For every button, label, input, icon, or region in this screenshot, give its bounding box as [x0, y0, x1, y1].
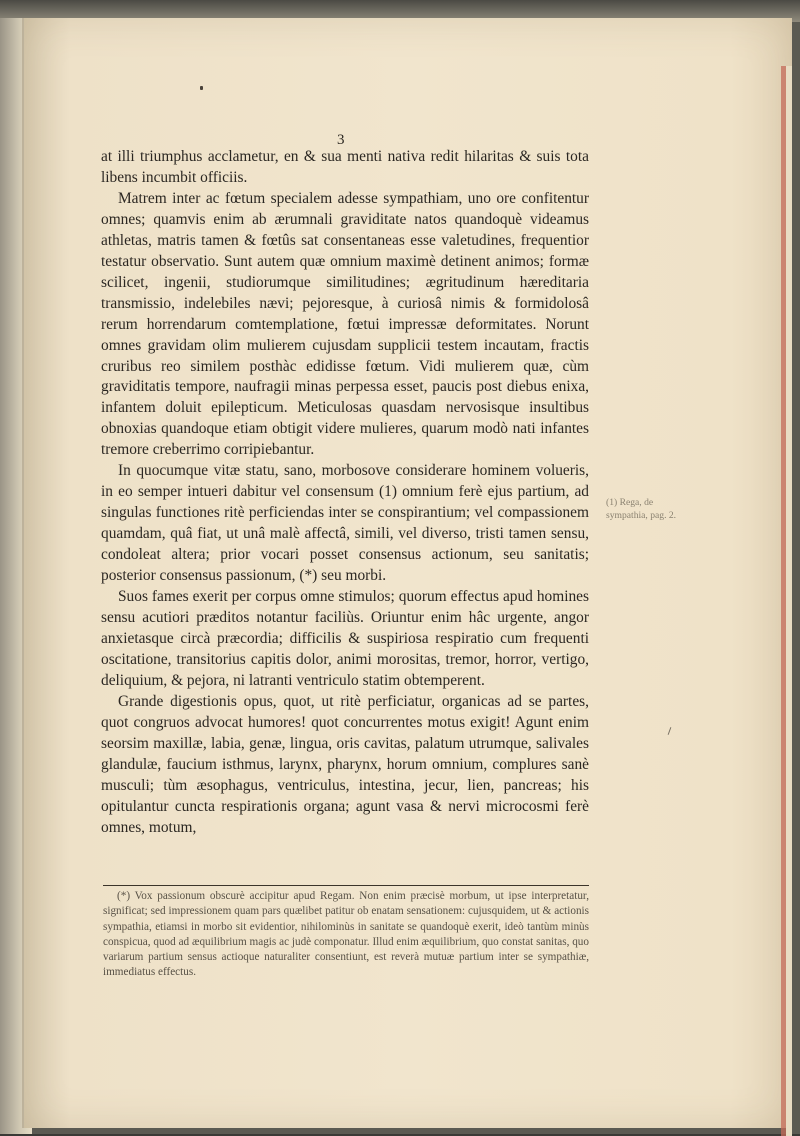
paragraph: at illi triumphus acclametur, en & sua menti nativa redit hilaritas & suis tota libens incumbit officiis. — [101, 148, 589, 186]
page-red-edge — [781, 66, 786, 1136]
paragraph: Suos fames exerit per corpus omne stimulos; quorum effectus apud homines sensu acutiori præditos notantur faciliùs. Oriuntur enim hâc urgente, angor anxietasque circà præcordia; difficilis & suspiriosa respiratio cum frequenti oscitatione, transitorius capitis dolor, animi morositas, tremor, horror, vertigo, deliquium, & pejora, ni latranti ventriculo statim obtemperent. — [101, 588, 589, 689]
footnote — [103, 889, 589, 981]
page-number: 3 — [337, 132, 345, 148]
footnote-rule — [103, 885, 589, 886]
ink-speck — [200, 86, 203, 90]
margin-note: (1) Rega, de sympathia, pag. 2. — [606, 497, 677, 521]
footnote-text: (*) Vox passionum obscurè accipitur apud Regam. Non enim præcisè morbum, ut ipse interpretatur, significat; sed impressionem quam pars quælibet patitur ob enatam sensationem: cujusquidem, ut & actionis sympathia, etiamsi in morbo sit evidentior, nihilominùs in sanitate se quandoquè exerit, ideò tantùm minùs conspicua, quod ad æquilibrium magis ac judè componatur. Illud enim æquilibrium, quo constat sanitas, quo variarum partium sensus actioque naturaliter consentiunt, est reverà mutuæ partium inter se sympathiæ, immediatus effectus. — [103, 890, 589, 979]
paragraph: Matrem inter ac fœtum specialem adesse sympathiam, uno ore confitentur omnes; quamvis enim ab ærumnali graviditate natos quandoquè videamus athletas, matris tamen & fœtûs sat consentaneas esse valetudines, frequentior testatur observatio. Sunt autem quæ omnium maximè detinent animos; formæ scilicet, ingenii, studiorumque similitudines; ægritudinum hæreditaria transmissio, indelebiles nævi; pejoresque, à curiosâ nimis & formidolosâ rerum horrendarum comtemplatione, fœtui impressæ deformitates. Norunt omnes gravidam olim mulierem cujusdam supplicii testem incautam, fractis cruribus reo similem posthàc edidisse fœtum. Vidi mulierem quæ, cùm graviditatis tempore, naufragii minas perpessa esset, paucis post diebus enixa, infantem doluit epilepticum. Meticulosas quasdam nervosisque insultibus obnoxias quandoque etiam obtigit videre mulieres, quarum modò nati infantes tremore creberrimo corripiebantur. — [101, 189, 589, 459]
main-text — [101, 147, 589, 838]
paragraph: In quocumque vitæ statu, sano, morbosove considerare hominem volueris, in eo semper intueri dabitur vel consensum (1) omnium ferè ejus partium, ad singulas functiones ritè perficiendas inter se conspirantium; vel compassionem quamdam, quâ fiat, ut unâ malè affectâ, simili, vel diverso, tristi tamen sensu, condoleat altera; prior vocari posset consensus actionum, seu sanitatis; posterior consensus passionum, (*) seu morbi. — [101, 462, 589, 585]
page-fore-edge — [786, 66, 792, 1136]
paragraph: Grande digestionis opus, quot, ut ritè perficiatur, organicas ad se partes, quot congruos advocat humores! quot concurrentes motus exigit! Agunt enim seorsim maxillæ, labia, genæ, lingua, oris cavitas, palatum utrumque, salivales glandulæ, faucium isthmus, larynx, pharynx, horum omnium, complures sanè musculi; tùm æsophagus, ventriculus, intestina, jecur, lien, pancreas; his opitulantur cuncta respirationis organa; agunt vasa & nervi microcosmi ferè omnes, motum, — [101, 692, 589, 836]
